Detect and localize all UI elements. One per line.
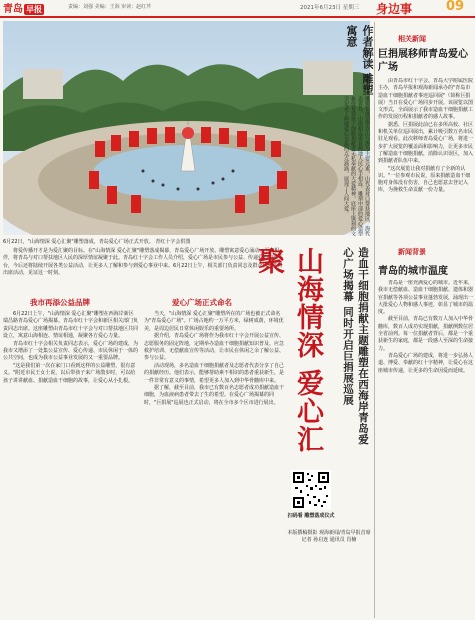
column-divider: [374, 22, 375, 618]
paragraph: 青岛是一座充满爱心的城市。近年来，我市无偿献血、造血干细胞捐献、遗体和器官捐献等各项公益事业蓬勃发展，涌现出一大批爱心人物和感人事迹，彰显了城市的温度。: [378, 280, 473, 316]
section-title: 身边事: [376, 2, 413, 16]
paragraph: "这次展览让我对捐献有了全新的认识。"一位参观市民说，原来捐献造血干细胞对身体没有伤害，自己也愿意去登记入库，为挽救生命贡献一份力量。: [378, 165, 471, 194]
background-news-headline: 青岛的城市温度: [378, 266, 448, 277]
main-headline: 山海情深 爱心汇聚: [253, 247, 323, 454]
column-2-subhead: 爱心广场正式命名: [172, 298, 232, 307]
paragraph: 据悉，巨捐展此前已在多所高校、社区和机关单位巡回展出，累计吸引数万名市民驻足观看。此次移师青岛爱心广场，将进一步扩大展览的覆盖面和影响力，让更多市民了解造血干细胞捐献，消除认识误区，加入到捐献者队伍中来。: [378, 121, 473, 165]
sub-headline: 造血干细胞捐献主题雕塑在西海岸青岛爱心广场揭幕 同时开启巨捐展巡展: [342, 247, 369, 445]
logo-badge: 早报: [26, 5, 42, 14]
paragraph: 活动现场，多名造血干细胞捐献者及志愿者代表分享了自己的捐献经历。他们表示，能够帮助素不相识的患者重获新生，是一件非常有意义的事情，希望更多人加入到中华骨髓库中来。: [144, 362, 285, 384]
qr-caption: 扫码看 雕塑落成仪式: [287, 513, 335, 519]
photo-caption: 6月22日，"山海情深 爱心汇聚"雕塑落成，青岛爱心广场正式开放。 青红十字会供图: [3, 239, 191, 245]
newspaper-logo: 青岛 早报: [3, 4, 42, 15]
masthead-rule: [0, 16, 475, 18]
paragraph: "这是我们第一次在家门口看到这样的公益雕塑，很有意义。"附近市民王女士说，以后带孩子来广场散步时，可以给孩子讲讲献血、捐献造血干细胞的故事，让爱心从小扎根。: [3, 362, 136, 384]
essay-body: 雕塑整体造型以山与海为主要元素，山代表对口帮扶地区，海代表青岛，山海相连寓意两地人民心手相连。雕塑中部的爱心造型象征着造血干细胞捐献者无私奉献的大爱精神，底座上镌刻的文字记录了两地爱心交流的点点滴滴，展现了人间大爱。: [343, 96, 370, 236]
paragraph: 6月22日上午，"山海情深 爱心汇聚"雕塑在西海岸新区瑞昌路青岛爱心广场揭幕。青岛市红十字会和新区相关部门负责同志出席。这座雕塑由青岛市红十字会与对口帮扶地区共同设立，寓意山海相连、情谊相通，凝聚各方爱心力量。: [3, 311, 139, 340]
related-news-kicker: 相关新闻: [398, 35, 426, 43]
background-news-body: [378, 280, 473, 616]
lead-paragraph: 将爱传播开才是为爱汇聚的目标。在"山海情深 爱心汇聚"雕塑落成揭幕，青岛爱心广场开放。雕塑寓意爱心涌动、平安相伴，将青岛与对口帮扶地区人民的深厚情谊凝聚于此。青岛红十字会工作人员介绍，爱心广场是市民参与公益、传递爱心的新平台，今后还将陆续开展各类公益活动，让更多人了解和参与到爱心事业中来。6月22日上午，相关部门负责同志及群众代表共同出席活动，见证这一时刻。: [3, 248, 284, 277]
essay-title: 作者解读 雕塑寓意: [345, 25, 374, 95]
paragraph: 青岛市红十字会相关负责同志表示，爱心广场的建成，为我市又增添了一处集公益宣传、爱心传递、市民休闲于一体的公共空间，也成为我市公益事业发展的又一重要品牌。: [3, 340, 139, 362]
masthead: [0, 0, 475, 16]
byline-credits: 本版撰稿摄影 观海新闻/青岛早报首席记者 孙启连 通讯员 肖楠: [287, 530, 371, 543]
related-news-headline: 巨捐展移师青岛爱心广场: [378, 49, 468, 73]
paragraph: 由青岛市红十字会、青岛大学附属医院主办，青岛早报和观海新闻承办的"青岛市造血干细胞捐献者事迹巡回展"（简称巨捐展）当日在爱心广场同步开展。该展览以图文形式，全面展示了我市造血干细胞捐献工作的发展历程和捐献者的感人故事。: [378, 78, 473, 121]
column-1-subhead: 我市再添公益品牌: [30, 298, 90, 307]
editor-credits: 责编：刘强 美编：王海 审读：赵红芹: [68, 4, 152, 10]
qr-code-icon: [291, 470, 331, 510]
paragraph: 当天，"山海情深 爱心汇聚"雕塑所在的广场也被正式命名为"青岛爱心广场"。广场占地约一万平方米，绿树成荫，环境优美，是周边居民日常休闲娱乐的重要场所。: [144, 311, 284, 332]
page-number: 09: [446, 0, 465, 14]
paragraph: 截至目前，青岛已有数万人加入中华骨髓库，数百人成功实现捐献，捐献例数位居全省前列。每一位捐献者背后，都是一个重获新生的家庭，都是一段感人至深的生命接力。: [378, 316, 473, 352]
related-news-body: [378, 78, 473, 243]
column-2-body: [144, 311, 284, 407]
publication-date: 2021年6月23日 星期三: [300, 5, 360, 11]
column-1-body: [3, 311, 138, 385]
paragraph: 据介绍，青岛爱心广场将作为我市红十字会开展公益宣传、志愿服务的固定阵地，定期举办造血干细胞捐献知识普及、应急救护培训、无偿献血宣传等活动，让市民在休闲之余了解公益、参与公益。: [144, 333, 285, 362]
paragraph: 据了解，截至目前，我市已有数百名志愿者成功捐献造血干细胞，为血液病患者带去了生的希望。在爱心广场揭幕的同时，"巨捐展"巡展也正式启动，将在全市多个区市进行展出。: [144, 385, 285, 406]
qr-code[interactable]: [291, 470, 331, 510]
paragraph: 青岛爱心广场的建成，将进一步弘扬人道、博爱、奉献的红十字精神，让爱心在这座城市传递，让更多的生命因爱而延续。: [378, 352, 473, 374]
background-news-kicker: 新闻背景: [398, 248, 426, 256]
